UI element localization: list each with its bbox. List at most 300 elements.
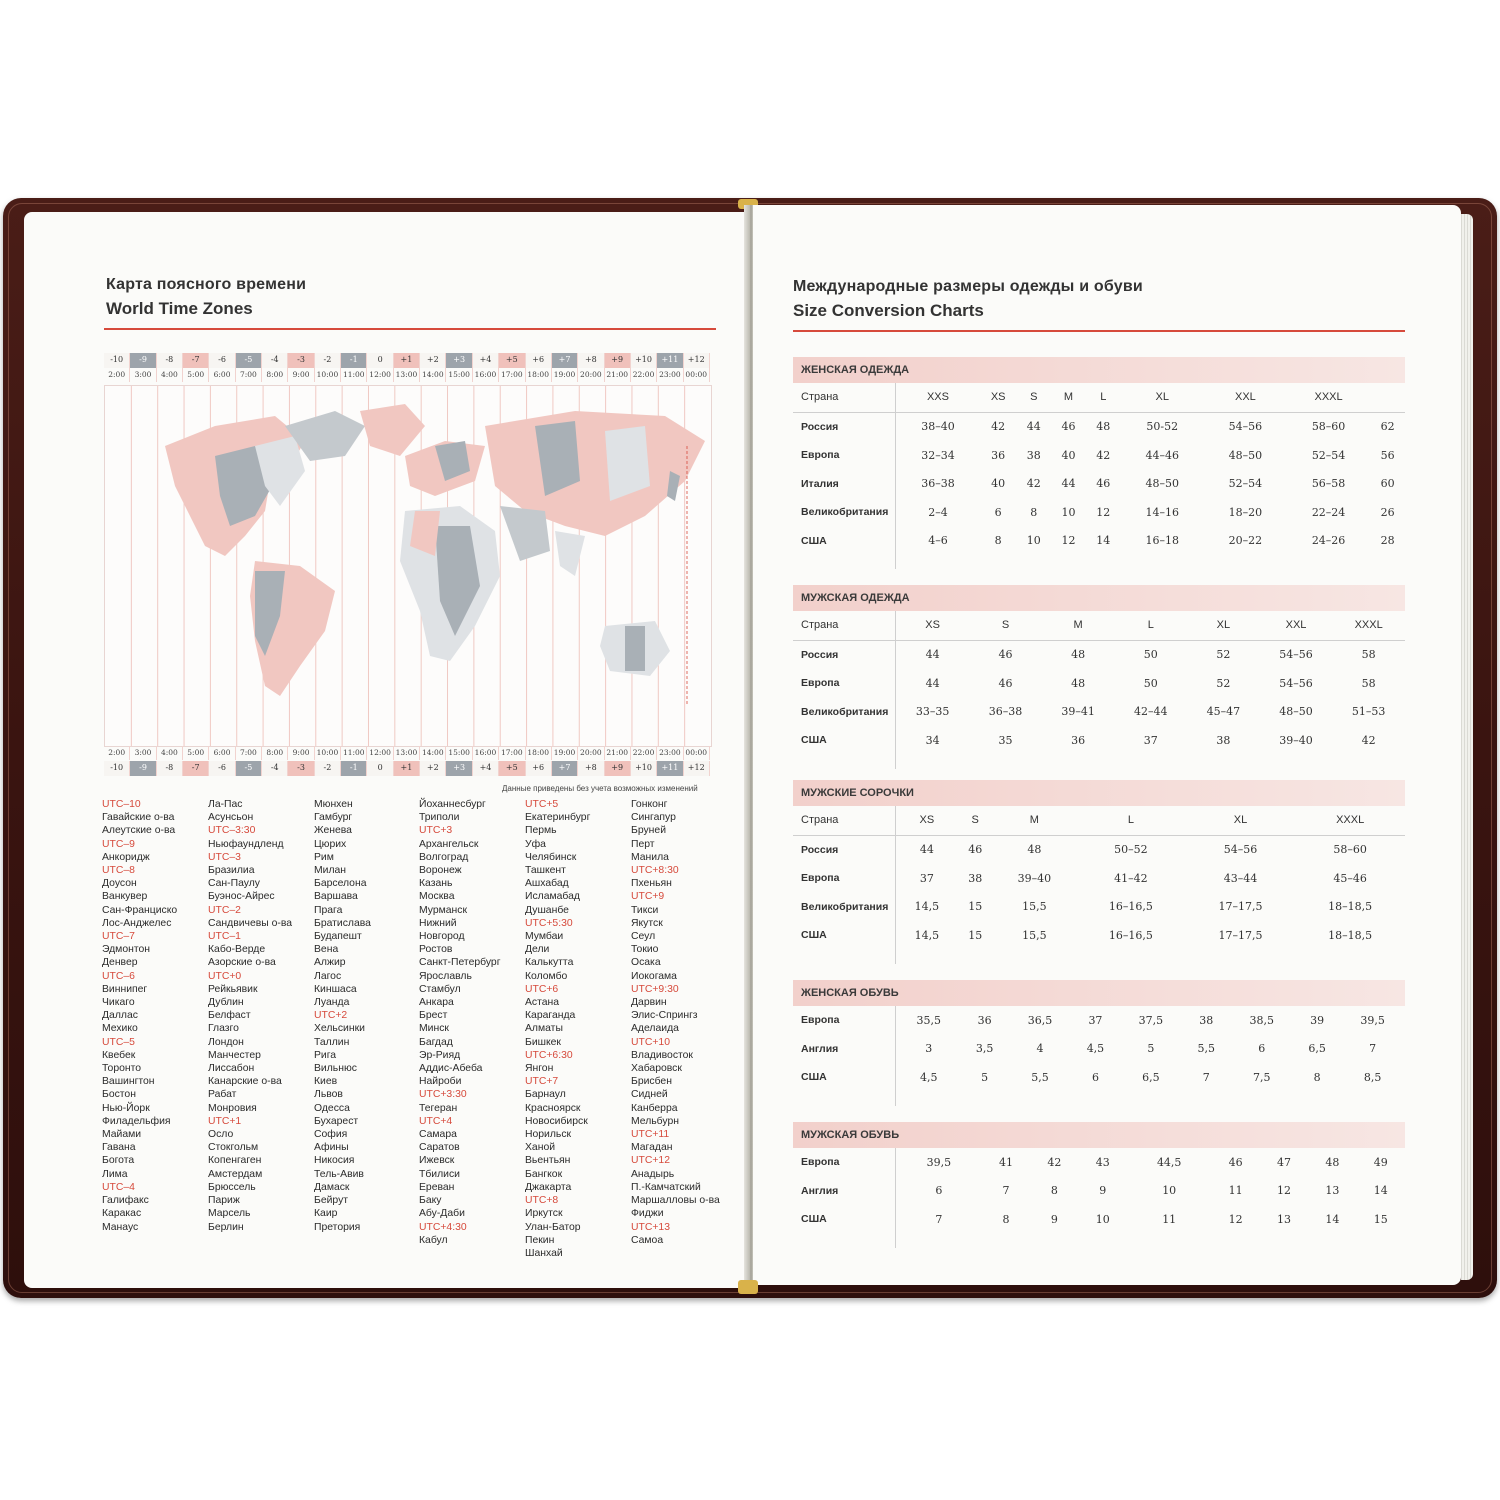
size-cell: 41–42 — [1114, 871, 1148, 885]
time-cell: 3:00 — [130, 368, 156, 382]
size-cell: 45–47 — [1206, 705, 1241, 719]
utc-offset-label: UTC+5:30 — [525, 917, 573, 929]
city-name: Барселона — [314, 878, 367, 890]
city-name: Ньюфаундленд — [208, 838, 284, 850]
utc-offset-cell: +10 — [631, 353, 657, 368]
city-name: Сандвичевы о-ва — [208, 917, 293, 929]
size-cell: 50 — [1143, 648, 1158, 662]
section-header: ЖЕНСКАЯ ОБУВЬ — [793, 980, 1405, 1006]
city-name: Брюссель — [208, 1181, 256, 1193]
size-cell: 48 — [1325, 1155, 1340, 1169]
city-name: Нижний — [419, 917, 457, 929]
city-name: Ереван — [419, 1181, 455, 1193]
size-header-cell: XS — [896, 611, 970, 640]
city-name: Исламабад — [525, 891, 580, 903]
size-cell: 40 — [991, 477, 1006, 491]
city-name: Самара — [419, 1129, 457, 1141]
size-table — [793, 806, 1405, 964]
size-cell: 54–56 — [1279, 648, 1313, 662]
time-cell: 6:00 — [209, 368, 235, 382]
left-page — [24, 212, 747, 1288]
size-cell: 7 — [1202, 1070, 1210, 1084]
time-cell: 13:00 — [394, 746, 420, 760]
city-name: Маршалловы о-ва — [631, 1195, 720, 1207]
size-cell: 42 — [1096, 448, 1111, 462]
city-name: Алматы — [525, 1023, 563, 1035]
city-name: Эр-Рияд — [419, 1049, 461, 1061]
city-name: Триполи — [419, 812, 460, 824]
size-cell: 8,5 — [1363, 1070, 1382, 1084]
utc-offset-label: UTC–2 — [208, 904, 241, 916]
size-cell: 15,5 — [1022, 900, 1047, 914]
utc-offset-label: UTC–1 — [208, 931, 241, 943]
table-row — [793, 669, 1405, 698]
size-cell: 48 — [1071, 676, 1086, 690]
size-cell: 36–38 — [921, 477, 955, 491]
size-cell: 34 — [925, 733, 940, 747]
city-name: Марсель — [208, 1208, 251, 1220]
country-label: Великобритания — [793, 698, 896, 727]
table-row — [793, 1205, 1405, 1234]
size-cell: 12 — [1277, 1184, 1292, 1198]
time-cell: 21:00 — [605, 368, 631, 382]
time-cell: 00:00 — [684, 746, 710, 760]
city-name: Тегеран — [419, 1102, 458, 1114]
city-name: Самоа — [631, 1234, 664, 1246]
size-cell: 36–38 — [988, 705, 1023, 719]
size-table-section — [793, 780, 1405, 964]
size-table — [793, 1006, 1405, 1106]
size-cell: 38 — [1199, 1013, 1214, 1027]
size-cell: 14–16 — [1145, 505, 1179, 519]
city-name: Осака — [631, 957, 661, 969]
city-name: Баку — [419, 1195, 442, 1207]
utc-offset-label: UTC–8 — [102, 865, 135, 877]
city-name: Коломбо — [525, 970, 568, 982]
world-map-graphic — [105, 386, 711, 746]
world-time-zone-map — [104, 353, 710, 793]
city-name: Манчестер — [208, 1049, 261, 1061]
city-name: Владивосток — [631, 1049, 693, 1061]
size-cell: 43–44 — [1223, 871, 1258, 885]
time-cell: 13:00 — [394, 368, 420, 382]
time-cell: 17:00 — [499, 746, 525, 760]
size-cell: 49 — [1373, 1155, 1388, 1169]
size-header-cell: XXXL — [1287, 383, 1370, 412]
size-header-cell: XL — [1187, 611, 1260, 640]
country-label: Россия — [793, 640, 896, 669]
city-name: Гавайские о-ва — [102, 812, 175, 824]
utc-offset-cell: +1 — [394, 761, 420, 776]
time-cell: 16:00 — [473, 746, 499, 760]
size-cell: 48 — [1096, 420, 1111, 434]
city-name: Дарвин — [631, 997, 667, 1009]
city-name: Женева — [314, 825, 352, 837]
size-cell: 12 — [1228, 1212, 1243, 1226]
size-header-cell — [1370, 383, 1405, 412]
city-column — [102, 798, 207, 1234]
city-name: Милан — [314, 865, 347, 877]
table-spacer — [793, 1234, 896, 1248]
time-cell: 2:00 — [104, 746, 130, 760]
city-name: Караганда — [525, 1010, 576, 1022]
utc-offset-label: UTC+8:30 — [631, 865, 679, 877]
utc-offset-cell: -5 — [236, 353, 262, 368]
city-name: Лагос — [314, 970, 342, 982]
city-name: Элис-Спрингз — [631, 1010, 698, 1022]
city-name: Анадырь — [631, 1168, 675, 1180]
size-header-cell: L — [1076, 806, 1186, 835]
title-rule — [793, 330, 1405, 332]
size-table — [793, 383, 1405, 569]
size-cell: 5,5 — [1197, 1042, 1216, 1056]
size-cell: 6,5 — [1308, 1042, 1326, 1056]
city-name: Гавана — [102, 1142, 136, 1154]
city-name: Алеутские о-ва — [102, 825, 176, 837]
section-header: МУЖСКИЕ СОРОЧКИ — [793, 780, 1405, 806]
size-cell: 44 — [925, 676, 940, 690]
utc-offset-label: UTC+7 — [525, 1076, 559, 1088]
size-cell: 47 — [1277, 1155, 1292, 1169]
country-label: Великобритания — [793, 498, 896, 527]
size-cell: 4,5 — [919, 1070, 938, 1084]
city-name: Брест — [419, 1010, 448, 1022]
size-cell: 48 — [1071, 648, 1086, 662]
city-name: Саратов — [419, 1142, 460, 1154]
time-cell: 15:00 — [446, 746, 472, 760]
city-name: Прага — [314, 904, 343, 916]
country-label: Европа — [793, 669, 896, 698]
size-cell: 16–16,5 — [1108, 928, 1153, 942]
utc-offset-label: UTC+3 — [419, 825, 453, 837]
column-header-country: Страна — [793, 383, 896, 412]
utc-offset-cell: +9 — [605, 353, 631, 368]
size-cell: 46 — [998, 676, 1013, 690]
time-cell: 11:00 — [341, 368, 367, 382]
utc-offset-label: UTC–5 — [102, 1036, 135, 1048]
size-cell: 20–22 — [1228, 534, 1263, 548]
size-cell: 37 — [1143, 733, 1158, 747]
city-name: Новгород — [419, 931, 465, 943]
city-name: Бишкек — [525, 1036, 561, 1048]
time-cell: 12:00 — [367, 368, 393, 382]
utc-offset-cell: -4 — [262, 761, 288, 776]
utc-offset-label: UTC+6 — [525, 983, 559, 995]
utc-offset-cell: +12 — [684, 353, 710, 368]
city-column — [208, 798, 313, 1234]
city-name: Воронеж — [419, 865, 462, 877]
size-cell: 18–18,5 — [1328, 900, 1373, 914]
size-cell: 26 — [1380, 505, 1395, 519]
country-label: Англия — [793, 1177, 896, 1206]
city-name: Буэнос-Айрес — [208, 891, 275, 903]
city-name: Вена — [314, 944, 339, 956]
city-name: Якутск — [631, 917, 663, 929]
city-name: Манила — [631, 851, 669, 863]
time-cell: 14:00 — [420, 746, 446, 760]
size-cell: 8 — [1313, 1070, 1321, 1084]
utc-offset-cell: +7 — [552, 353, 578, 368]
utc-offset-label: UTC+5 — [525, 799, 559, 810]
country-label: Европа — [793, 1006, 896, 1035]
city-name: Улан-Батор — [525, 1221, 581, 1233]
utc-offset-label: UTC+3:30 — [419, 1089, 467, 1101]
city-name: Филадельфия — [102, 1115, 171, 1127]
size-cell: 6 — [994, 505, 1002, 519]
size-header-cell: M — [993, 806, 1076, 835]
time-cell: 17:00 — [499, 368, 525, 382]
time-cell: 00:00 — [684, 368, 710, 382]
utc-offset-cell: -3 — [288, 353, 314, 368]
size-cell: 5 — [1147, 1042, 1155, 1056]
country-label: Европа — [793, 1148, 896, 1177]
utc-offset-cell: -9 — [130, 353, 156, 368]
title-en: World Time Zones — [106, 299, 253, 318]
left-page-title — [106, 276, 306, 319]
size-cell: 46 — [998, 648, 1013, 662]
city-name: Асунсьон — [208, 812, 254, 824]
size-cell: 36 — [977, 1013, 992, 1027]
size-cell: 2–4 — [928, 505, 948, 519]
city-name: Мельбурн — [631, 1115, 680, 1127]
utc-offset-cell: -10 — [104, 761, 130, 776]
city-name: Тель-Авив — [314, 1168, 364, 1180]
size-header-cell: M — [1042, 611, 1115, 640]
section-header: МУЖСКАЯ ОБУВЬ — [793, 1122, 1405, 1148]
city-name: Москва — [419, 891, 455, 903]
time-cell: 9:00 — [288, 746, 314, 760]
size-cell: 36 — [1071, 733, 1086, 747]
city-name: Майами — [102, 1129, 142, 1141]
size-cell: 11 — [1228, 1184, 1243, 1198]
city-name: Хельсинки — [314, 1023, 365, 1035]
size-cell: 48–50 — [1228, 448, 1263, 462]
table-row — [793, 1006, 1405, 1035]
city-name: Амстердам — [208, 1168, 263, 1180]
city-name: Санкт-Петербург — [419, 957, 501, 969]
column-header-country: Страна — [793, 611, 896, 640]
city-name: Шанхай — [525, 1247, 563, 1259]
table-spacer — [793, 755, 896, 769]
size-cell: 15 — [1373, 1212, 1388, 1226]
time-cell: 5:00 — [183, 368, 209, 382]
city-name: Торонто — [102, 1063, 142, 1075]
size-header-cell: M — [1051, 383, 1086, 412]
section-header: МУЖСКАЯ ОДЕЖДА — [793, 585, 1405, 611]
city-name: Пермь — [525, 825, 557, 837]
size-cell: 52–54 — [1228, 477, 1263, 491]
size-cell: 12 — [1096, 505, 1111, 519]
city-name: Челябинск — [525, 851, 577, 863]
column-header-country: Страна — [793, 806, 896, 835]
time-cell: 19:00 — [552, 746, 578, 760]
size-cell: 36,5 — [1027, 1013, 1053, 1027]
time-cell: 12:00 — [367, 746, 393, 760]
table-row — [793, 441, 1405, 470]
city-name: П.-Камчатский — [631, 1181, 701, 1193]
city-name: Рим — [314, 851, 334, 863]
utc-offset-cell: +7 — [552, 761, 578, 776]
city-name: Перт — [631, 838, 655, 850]
size-cell: 4 — [1036, 1042, 1044, 1056]
size-cell: 48–50 — [1145, 477, 1179, 491]
size-header-cell: XXXL — [1295, 806, 1405, 835]
size-cell: 13 — [1325, 1184, 1340, 1198]
table-row — [793, 412, 1405, 441]
city-name: Мурманск — [419, 904, 468, 916]
city-name: Претория — [314, 1221, 361, 1233]
time-cell: 14:00 — [420, 368, 446, 382]
size-cell: 9 — [1050, 1212, 1058, 1226]
size-cell: 39–40 — [1017, 871, 1052, 885]
time-cell: 23:00 — [657, 368, 683, 382]
utc-offset-label: UTC+6:30 — [525, 1049, 573, 1061]
time-cell: 11:00 — [341, 746, 367, 760]
country-label: Россия — [793, 412, 896, 441]
size-cell: 50 — [1143, 676, 1158, 690]
size-table-section — [793, 585, 1405, 769]
size-cell: 7 — [1002, 1184, 1010, 1198]
size-cell: 45–46 — [1333, 871, 1367, 885]
time-cell: 21:00 — [605, 746, 631, 760]
city-name: Азорские о-ва — [208, 957, 276, 969]
size-cell: 38 — [1216, 733, 1231, 747]
city-name: Гамбург — [314, 812, 353, 824]
size-header-cell: XXS — [896, 383, 980, 412]
utc-offset-cell: -2 — [315, 761, 341, 776]
size-header-cell: XS — [896, 806, 958, 835]
utc-offset-cell: -3 — [288, 761, 314, 776]
size-cell: 44,5 — [1156, 1155, 1182, 1169]
city-name: Ижевск — [419, 1155, 455, 1167]
city-name: Ла-Пас — [208, 799, 243, 810]
table-row — [793, 726, 1405, 755]
utc-offset-label: UTC+10 — [631, 1036, 670, 1048]
size-cell: 44 — [919, 843, 934, 857]
country-label: США — [793, 726, 896, 755]
city-name: Барнаул — [525, 1089, 566, 1101]
size-table-section — [793, 1122, 1405, 1248]
size-cell: 52 — [1216, 676, 1231, 690]
size-cell: 10 — [1095, 1212, 1110, 1226]
size-cell: 44 — [1061, 477, 1076, 491]
city-name: Вильнюс — [314, 1063, 357, 1075]
country-label: Великобритания — [793, 893, 896, 922]
city-name: Пекин — [525, 1234, 555, 1246]
table-spacer — [793, 1092, 896, 1106]
table-row — [793, 527, 1405, 556]
utc-offset-label: UTC+11 — [631, 1129, 670, 1141]
city-name: Эдмонтон — [102, 944, 151, 956]
country-label: Европа — [793, 864, 896, 893]
city-name: Хабаровск — [631, 1063, 682, 1075]
city-name: Осло — [208, 1129, 234, 1141]
city-name: Иркутск — [525, 1208, 563, 1220]
city-name: Париж — [208, 1195, 240, 1207]
table-row — [793, 864, 1405, 893]
size-cell: 6,5 — [1142, 1070, 1160, 1084]
time-cell: 16:00 — [473, 368, 499, 382]
size-cell: 24–26 — [1311, 534, 1346, 548]
city-name: Душанбе — [525, 904, 569, 916]
size-cell: 44 — [925, 648, 940, 662]
city-name: Стамбул — [419, 983, 461, 995]
size-cell: 10 — [1162, 1184, 1177, 1198]
time-cell: 7:00 — [236, 746, 262, 760]
size-header-cell: XXL — [1260, 611, 1333, 640]
size-cell: 39 — [1310, 1013, 1325, 1027]
size-cell: 39,5 — [926, 1155, 952, 1169]
utc-offset-label: UTC+8 — [525, 1195, 559, 1207]
size-cell: 15 — [968, 900, 983, 914]
city-name: Лос-Анджелес — [102, 917, 172, 929]
size-cell: 60 — [1380, 477, 1395, 491]
size-cell: 56–58 — [1311, 477, 1346, 491]
city-name: Ярославль — [419, 970, 472, 982]
city-name: Магадан — [631, 1142, 673, 1154]
city-name: Ташкент — [525, 865, 566, 877]
size-header-cell: XXXL — [1332, 611, 1405, 640]
size-cell: 4,5 — [1086, 1042, 1105, 1056]
utc-offset-cell: -6 — [209, 761, 235, 776]
city-name: Иокогама — [631, 970, 677, 982]
size-table-section — [793, 980, 1405, 1106]
size-header-cell: L — [1086, 383, 1121, 412]
country-label: Англия — [793, 1035, 896, 1064]
city-name: Бразилиа — [208, 865, 255, 877]
utc-offset-cell: +3 — [446, 761, 472, 776]
size-cell: 58–60 — [1333, 843, 1367, 857]
city-name: Доусон — [102, 878, 137, 890]
city-name: Сеул — [631, 931, 656, 943]
size-header-cell: XL — [1186, 806, 1296, 835]
city-name: Братислава — [314, 917, 371, 929]
utc-offset-cell: 0 — [367, 353, 393, 368]
utc-offset-cell: -8 — [157, 353, 183, 368]
city-name: Берлин — [208, 1221, 244, 1233]
time-row-top — [104, 368, 710, 382]
table-row — [793, 1035, 1405, 1064]
table-row — [793, 1148, 1405, 1177]
city-name: Уфа — [525, 838, 546, 850]
city-name: Канарские о-ва — [208, 1076, 282, 1088]
table-spacer — [793, 555, 896, 569]
size-cell: 50-52 — [1146, 420, 1179, 434]
size-cell: 38,5 — [1249, 1013, 1274, 1027]
size-cell: 7 — [1369, 1042, 1377, 1056]
utc-offset-cell: +11 — [657, 761, 683, 776]
time-cell: 23:00 — [657, 746, 683, 760]
size-table — [793, 1148, 1405, 1248]
city-column — [631, 798, 736, 1247]
size-cell: 8 — [1050, 1184, 1058, 1198]
size-cell: 3,5 — [975, 1042, 994, 1056]
city-name: Йоханнесбург — [419, 799, 486, 810]
size-cell: 51–53 — [1351, 705, 1386, 719]
city-column — [314, 798, 419, 1234]
city-name: Белфаст — [208, 1010, 251, 1022]
utc-offset-cell: +8 — [578, 761, 604, 776]
utc-offset-cell: +9 — [605, 761, 631, 776]
size-cell: 36 — [991, 448, 1006, 462]
utc-offset-cell: +5 — [499, 761, 525, 776]
city-name: Дублин — [208, 997, 244, 1009]
size-header-cell: S — [969, 611, 1042, 640]
size-cell: 39,5 — [1360, 1013, 1385, 1027]
size-cell: 14 — [1373, 1184, 1388, 1198]
size-header-cell: XXL — [1204, 383, 1287, 412]
table-row — [793, 498, 1405, 527]
